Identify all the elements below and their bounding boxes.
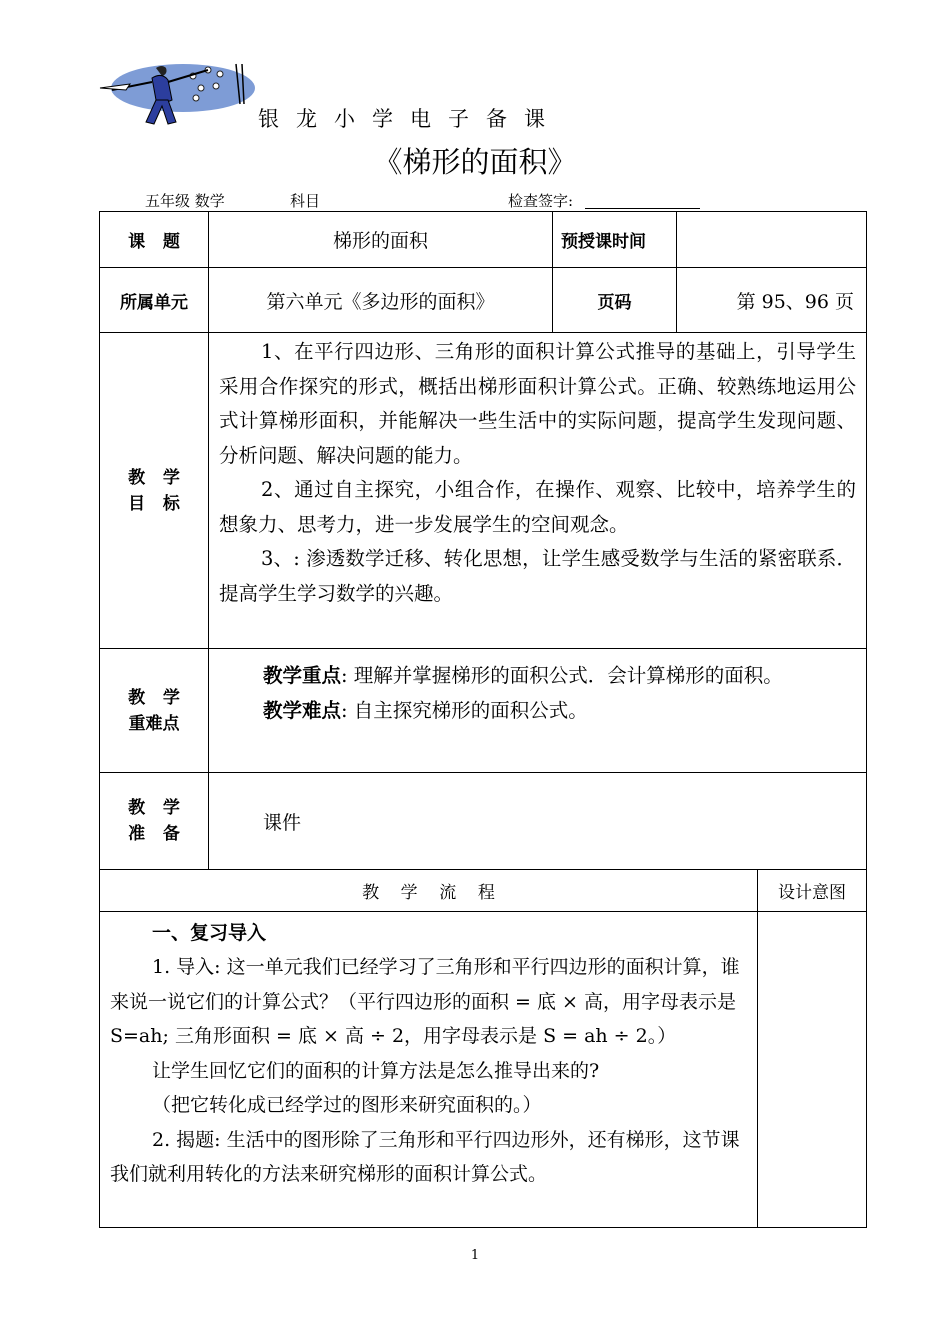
key-points-label <box>100 649 209 773</box>
time-value <box>677 212 867 268</box>
prep-value: 课件 <box>209 773 867 870</box>
flow-content <box>100 912 758 1228</box>
topic-label: 课 题 <box>100 212 209 268</box>
lesson-info-table <box>99 211 867 870</box>
grade-subject: 五年级 数学 <box>145 192 225 210</box>
school-logo-juggler <box>98 58 258 128</box>
design-intent-cell <box>758 912 867 1228</box>
flow-paragraph: 1. 导入: 这一单元我们已经学习了三角形和平行四边形的面积计算，谁来说一说它们的计算公式？（平行四边形的面积 = 底 × 高，用字母表示是 S=ah; 三角形面积 = 底 × 高 ÷ 2，用字母表示是 S = ah ÷ 2。） <box>110 956 740 1047</box>
flow-paragraph: 2. 揭题: 生活中的图形除了三角形和平行四边形外，还有梯形，这节课我们就利用转化的方法来研究梯形的面积计算公式。 <box>110 1128 740 1185</box>
table-row <box>100 333 867 649</box>
signature-line <box>585 208 700 209</box>
table-row <box>100 773 867 870</box>
flow-paragraph: 让学生回忆它们的面积的计算方法是怎么推导出来的? <box>152 1059 600 1082</box>
topic-value: 梯形的面积 <box>209 212 553 268</box>
flow-paragraph: （把它转化成已经学过的图形来研究面积的。） <box>152 1094 542 1116</box>
unit-value: 第六单元《多边形的面积》 <box>209 268 553 333</box>
difficulty-label: 教学难点 <box>263 698 342 722</box>
prep-label-line1: 教 学 <box>128 798 180 818</box>
page-value: 第 95、96 页 <box>677 268 867 333</box>
teaching-flow-table <box>99 869 867 1228</box>
goal-item: 3、: 渗透数学迁移、转化思想，让学生感受数学与生活的紧密联系．提高学生学习数学的兴趣。 <box>219 547 856 605</box>
flow-header: 教 学 流 程 <box>100 870 758 912</box>
goal-item: 2、通过自主探究，小组合作，在操作、观察、比较中，培养学生的想象力、思考力，进一步发展学生的空间观念。 <box>219 478 856 536</box>
table-row <box>100 912 867 1228</box>
difficulty-point <box>219 694 856 729</box>
prep-label-line2: 准 备 <box>128 824 180 844</box>
time-label: 预授课时间 <box>553 212 677 268</box>
table-row <box>100 268 867 333</box>
key-points-content <box>209 649 867 773</box>
prep-label <box>100 773 209 870</box>
table-row <box>100 649 867 773</box>
check-signature-label: 检查签字: <box>508 192 574 210</box>
key-point-text: : 理解并掌握梯形的面积公式．会计算梯形的面积。 <box>341 664 783 687</box>
key-point <box>219 659 856 694</box>
goals-content <box>209 333 867 649</box>
table-row <box>100 212 867 268</box>
subject-label: 科目 <box>290 192 321 210</box>
goals-label-line1: 教 学 <box>128 467 180 488</box>
goals-label <box>100 333 209 649</box>
difficulty-text: : 自主探究梯形的面积公式。 <box>341 698 588 722</box>
goals-label-line2: 目 标 <box>128 493 180 514</box>
school-name: 银龙小学电子备课 <box>258 107 562 131</box>
lesson-title: 《梯形的面积》 <box>373 145 577 179</box>
design-intent-header: 设计意图 <box>758 870 867 912</box>
section-title: 一、复习导入 <box>152 922 267 944</box>
page-label: 页码 <box>553 268 677 333</box>
key-label-line1: 教 学 <box>128 687 180 708</box>
key-point-label: 教学重点 <box>263 664 342 687</box>
table-row <box>100 870 867 912</box>
unit-label: 所属单元 <box>100 268 209 333</box>
page-number: 1 <box>470 1248 480 1263</box>
goal-item: 1、在平行四边形、三角形的面积计算公式推导的基础上，引导学生采用合作探究的形式，概括出梯形面积计算公式。正确、较熟练地运用公式计算梯形面积，并能解决一些生活中的实际问题，提高学生发现问题、分析问题、解决问题的能力。 <box>219 340 856 467</box>
key-label-line2: 重难点 <box>128 713 180 734</box>
